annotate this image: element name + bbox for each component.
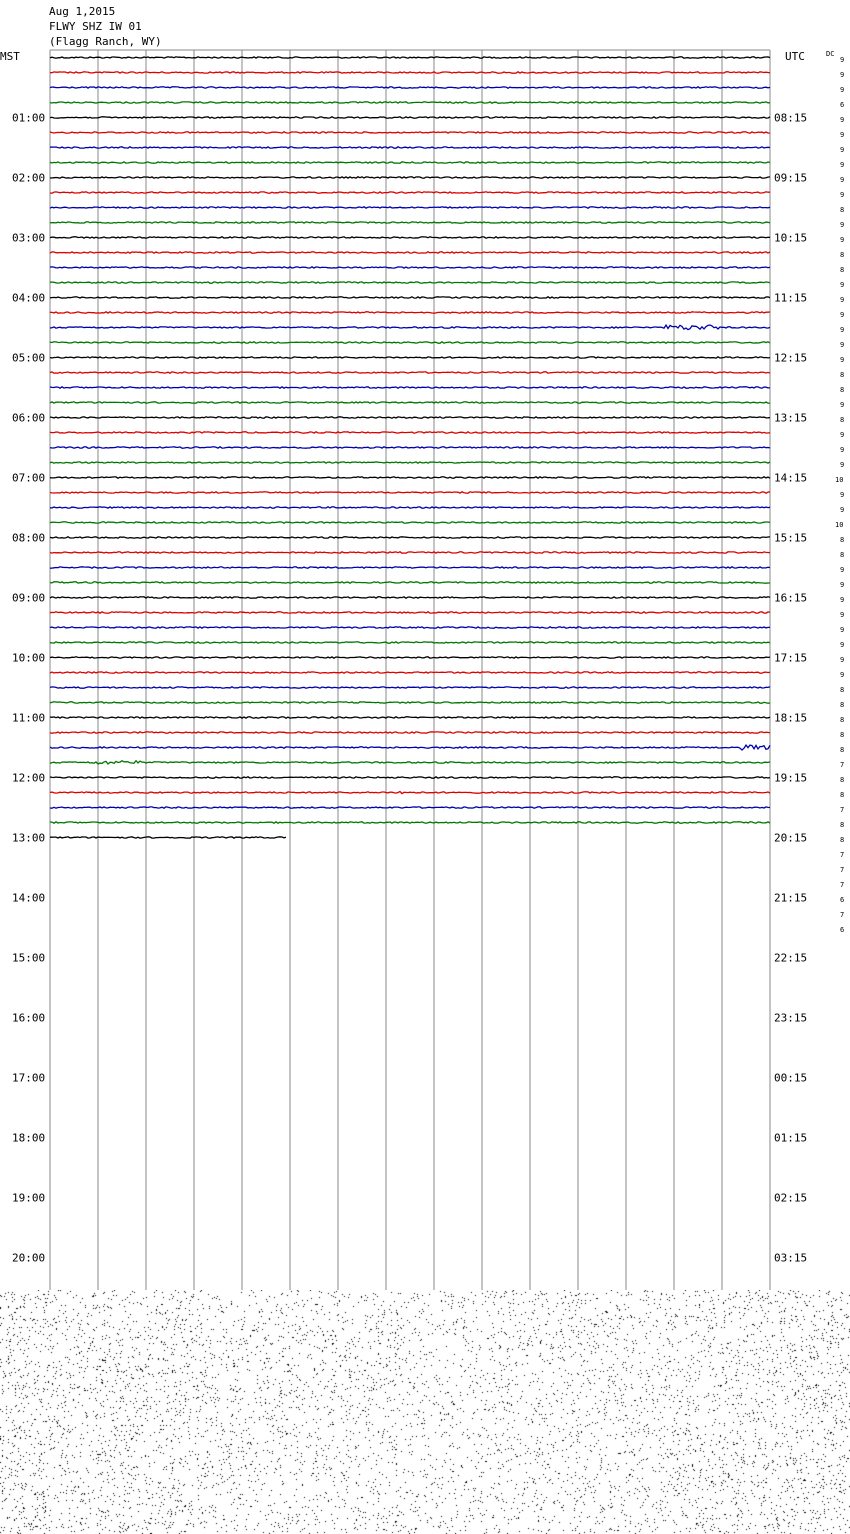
- dc-value: 9: [840, 281, 845, 289]
- utc-hour-label: 10:15: [774, 231, 808, 245]
- mst-hour-label: 05:00: [12, 351, 46, 365]
- trace-line: [50, 387, 770, 388]
- dc-value: 9: [840, 161, 845, 169]
- dc-value: 7: [840, 911, 845, 919]
- mst-hour-label: 01:00: [12, 111, 46, 125]
- dc-value: 9: [840, 191, 845, 199]
- mst-hour-label: 15:00: [12, 951, 46, 965]
- dc-value: 8: [840, 701, 845, 709]
- dc-value: 7: [840, 881, 845, 889]
- dc-value: 9: [840, 86, 845, 94]
- mst-hour-label: 20:00: [12, 1251, 46, 1265]
- dc-value: 8: [840, 386, 845, 394]
- trace-line: [50, 447, 770, 448]
- dc-value: 10: [835, 521, 844, 529]
- trace-line: [50, 462, 770, 463]
- utc-hour-label: 19:15: [774, 771, 808, 785]
- utc-hour-label: 08:15: [774, 111, 808, 125]
- trace-line: [50, 657, 770, 658]
- dc-value: 9: [840, 431, 845, 439]
- dc-value: 9: [840, 461, 845, 469]
- mst-hour-label: 10:00: [12, 651, 46, 665]
- dc-value: 9: [840, 176, 845, 184]
- dc-value: 8: [840, 551, 845, 559]
- dc-value: 9: [840, 341, 845, 349]
- dc-value: 9: [840, 71, 845, 79]
- dc-value: 9: [840, 596, 845, 604]
- trace-line: [50, 117, 770, 118]
- mst-hour-label: 19:00: [12, 1191, 46, 1205]
- trace-line: [50, 582, 770, 583]
- mst-hour-label: 16:00: [12, 1011, 46, 1025]
- plot-date: Aug 1,2015: [49, 5, 116, 18]
- dc-value: 9: [840, 671, 845, 679]
- utc-axis-label: UTC: [785, 50, 805, 63]
- utc-hour-label: 16:15: [774, 591, 808, 605]
- utc-hour-label: 02:15: [774, 1191, 808, 1205]
- utc-hour-label: 18:15: [774, 711, 808, 725]
- time-grid: [50, 50, 770, 1290]
- mst-hour-label: 06:00: [12, 411, 46, 425]
- trace-line: [50, 822, 770, 823]
- trace-group: [50, 57, 770, 838]
- mst-hour-label: 14:00: [12, 891, 46, 905]
- trace-line: [50, 477, 770, 478]
- utc-hour-label: 11:15: [774, 291, 808, 305]
- utc-hour-label: 03:15: [774, 1251, 808, 1265]
- trace-line: [50, 432, 770, 433]
- dc-value: 7: [840, 851, 845, 859]
- dc-value: 8: [840, 536, 845, 544]
- dc-value: 9: [840, 356, 845, 364]
- noise-area: [0, 1290, 850, 1534]
- trace-line: [50, 325, 770, 330]
- dc-value: 9: [840, 326, 845, 334]
- trace-line: [50, 312, 770, 313]
- trace-line: [50, 687, 770, 688]
- trace-line: [50, 417, 770, 418]
- trace-line: [50, 597, 770, 598]
- utc-hour-label: 21:15: [774, 891, 808, 905]
- trace-line: [50, 807, 770, 808]
- mst-hour-label: 03:00: [12, 231, 46, 245]
- trace-line: [50, 717, 770, 718]
- trace-line: [50, 567, 770, 568]
- utc-hour-label: 09:15: [774, 171, 808, 185]
- dc-value: 9: [840, 566, 845, 574]
- dc-value: 9: [840, 116, 845, 124]
- trace-line: [50, 147, 770, 148]
- trace-line: [50, 72, 770, 73]
- dc-value: 8: [840, 416, 845, 424]
- trace-line: [50, 777, 770, 778]
- dc-value: 6: [840, 101, 845, 109]
- trace-line: [50, 612, 770, 613]
- dc-value: 9: [840, 311, 845, 319]
- trace-line: [50, 267, 770, 268]
- mst-hour-label: 12:00: [12, 771, 46, 785]
- dc-value: 9: [840, 506, 845, 514]
- dc-value: 9: [840, 401, 845, 409]
- dc-value: 8: [840, 716, 845, 724]
- trace-line: [50, 102, 770, 103]
- trace-line: [50, 162, 770, 163]
- trace-line: [50, 237, 770, 238]
- dc-value: 9: [840, 656, 845, 664]
- mst-hour-label: 02:00: [12, 171, 46, 185]
- utc-hour-label: 22:15: [774, 951, 808, 965]
- utc-hour-label: 12:15: [774, 351, 808, 365]
- trace-line: [50, 837, 286, 838]
- trace-line: [50, 87, 770, 88]
- dc-value: 8: [840, 251, 845, 259]
- mst-axis-label: MST: [0, 50, 20, 63]
- mst-hour-label: 13:00: [12, 831, 46, 845]
- trace-line: [50, 192, 770, 193]
- dc-value: 6: [840, 926, 845, 934]
- mst-hour-label: 08:00: [12, 531, 46, 545]
- trace-line: [50, 357, 770, 358]
- trace-line: [50, 522, 770, 523]
- trace-line: [50, 642, 770, 643]
- dc-values: [835, 56, 844, 934]
- trace-line: [50, 672, 770, 673]
- dc-value: 7: [840, 866, 845, 874]
- dc-value: 8: [840, 371, 845, 379]
- dc-value: 9: [840, 296, 845, 304]
- mst-hour-label: 18:00: [12, 1131, 46, 1145]
- utc-hour-label: 14:15: [774, 471, 808, 485]
- mst-hour-label: 17:00: [12, 1071, 46, 1085]
- dc-value: 9: [840, 611, 845, 619]
- trace-line: [50, 507, 770, 508]
- utc-hour-label: 13:15: [774, 411, 808, 425]
- dc-value: 8: [840, 686, 845, 694]
- trace-line: [50, 745, 770, 750]
- utc-hour-label: 00:15: [774, 1071, 808, 1085]
- dc-value: 8: [840, 776, 845, 784]
- dc-value: 9: [840, 446, 845, 454]
- dc-value: 8: [840, 206, 845, 214]
- dc-value: 7: [840, 761, 845, 769]
- mst-hour-label: 09:00: [12, 591, 46, 605]
- utc-hour-label: 17:15: [774, 651, 808, 665]
- dc-value: 8: [840, 821, 845, 829]
- trace-line: [50, 702, 770, 703]
- trace-line: [50, 761, 770, 764]
- trace-line: [50, 177, 770, 178]
- utc-hour-label: 23:15: [774, 1011, 808, 1025]
- trace-line: [50, 342, 770, 343]
- station-location: (Flagg Ranch, WY): [49, 35, 162, 48]
- dc-value: 9: [840, 146, 845, 154]
- dc-value: 8: [840, 746, 845, 754]
- mst-hour-label: 07:00: [12, 471, 46, 485]
- utc-hour-label: 20:15: [774, 831, 808, 845]
- trace-line: [50, 372, 770, 373]
- dc-value: 7: [840, 806, 845, 814]
- trace-line: [50, 732, 770, 733]
- trace-line: [50, 537, 770, 538]
- dc-value: 9: [840, 221, 845, 229]
- utc-hour-label: 01:15: [774, 1131, 808, 1145]
- dc-value: 10: [835, 476, 844, 484]
- trace-line: [50, 132, 770, 133]
- dc-value: 9: [840, 491, 845, 499]
- dc-value: 8: [840, 836, 845, 844]
- dc-column-label: DC: [826, 50, 835, 58]
- trace-line: [50, 207, 770, 208]
- trace-line: [50, 627, 770, 628]
- dc-value: 9: [840, 641, 845, 649]
- trace-line: [50, 57, 770, 58]
- mst-hour-label: 04:00: [12, 291, 46, 305]
- trace-line: [50, 492, 770, 493]
- dc-value: 6: [840, 896, 845, 904]
- dc-value: 8: [840, 731, 845, 739]
- trace-line: [50, 252, 770, 253]
- mst-hour-label: 11:00: [12, 711, 46, 725]
- utc-hour-label: 15:15: [774, 531, 808, 545]
- dc-value: 8: [840, 266, 845, 274]
- trace-line: [50, 552, 770, 553]
- trace-line: [50, 402, 770, 403]
- dc-value: 9: [840, 131, 845, 139]
- dc-value: 9: [840, 56, 845, 64]
- dc-value: 9: [840, 626, 845, 634]
- dc-value: 8: [840, 791, 845, 799]
- dc-value: 9: [840, 236, 845, 244]
- trace-line: [50, 282, 770, 283]
- trace-line: [50, 792, 770, 794]
- trace-line: [50, 297, 770, 298]
- station-code: FLWY SHZ IW 01: [49, 20, 142, 33]
- dc-value: 9: [840, 581, 845, 589]
- trace-line: [50, 222, 770, 223]
